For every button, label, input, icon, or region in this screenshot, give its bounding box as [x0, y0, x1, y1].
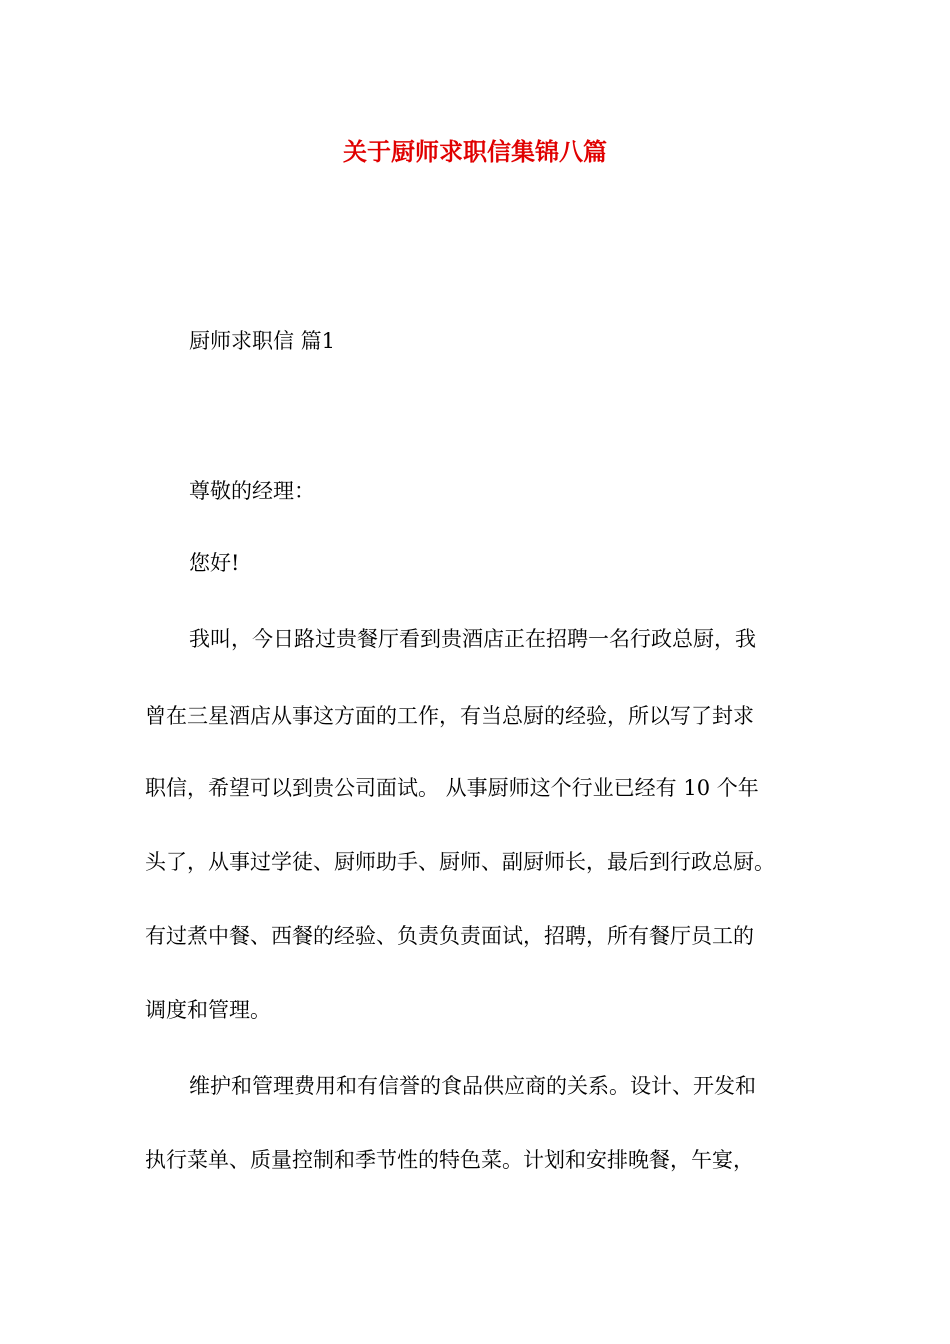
paragraph-line: 曾在三星酒店从事这方面的工作，有当总厨的经验，所以写了封求 [145, 704, 754, 728]
paragraph-line: 有过煮中餐、西餐的经验、负责负责面试，招聘，所有餐厅员工的 [145, 924, 754, 948]
paragraph-line: 维护和管理费用和有信誉的食品供应商的关系。设计、开发和 [189, 1074, 756, 1098]
paragraph-line: 头了，从事过学徒、厨师助手、厨师、副厨师长，最后到行政总厨。 [145, 850, 775, 874]
salutation: 尊敬的经理： [189, 479, 315, 503]
section-heading: 厨师求职信 篇1 [189, 329, 336, 353]
paragraph-line: 执行菜单、质量控制和季节性的特色菜。计划和安排晚餐，午宴， [145, 1148, 754, 1172]
paragraph-line: 调度和管理。 [145, 998, 271, 1022]
paragraph-line: 我叫，今日路过贵餐厅看到贵酒店正在招聘一名行政总厨，我 [189, 627, 756, 651]
document-title: 关于厨师求职信集锦八篇 [343, 138, 607, 166]
paragraph-line: 职信，希望可以到贵公司面试。 从事厨师这个行业已经有 10 个年 [145, 776, 759, 800]
greeting: 您好! [189, 551, 240, 575]
